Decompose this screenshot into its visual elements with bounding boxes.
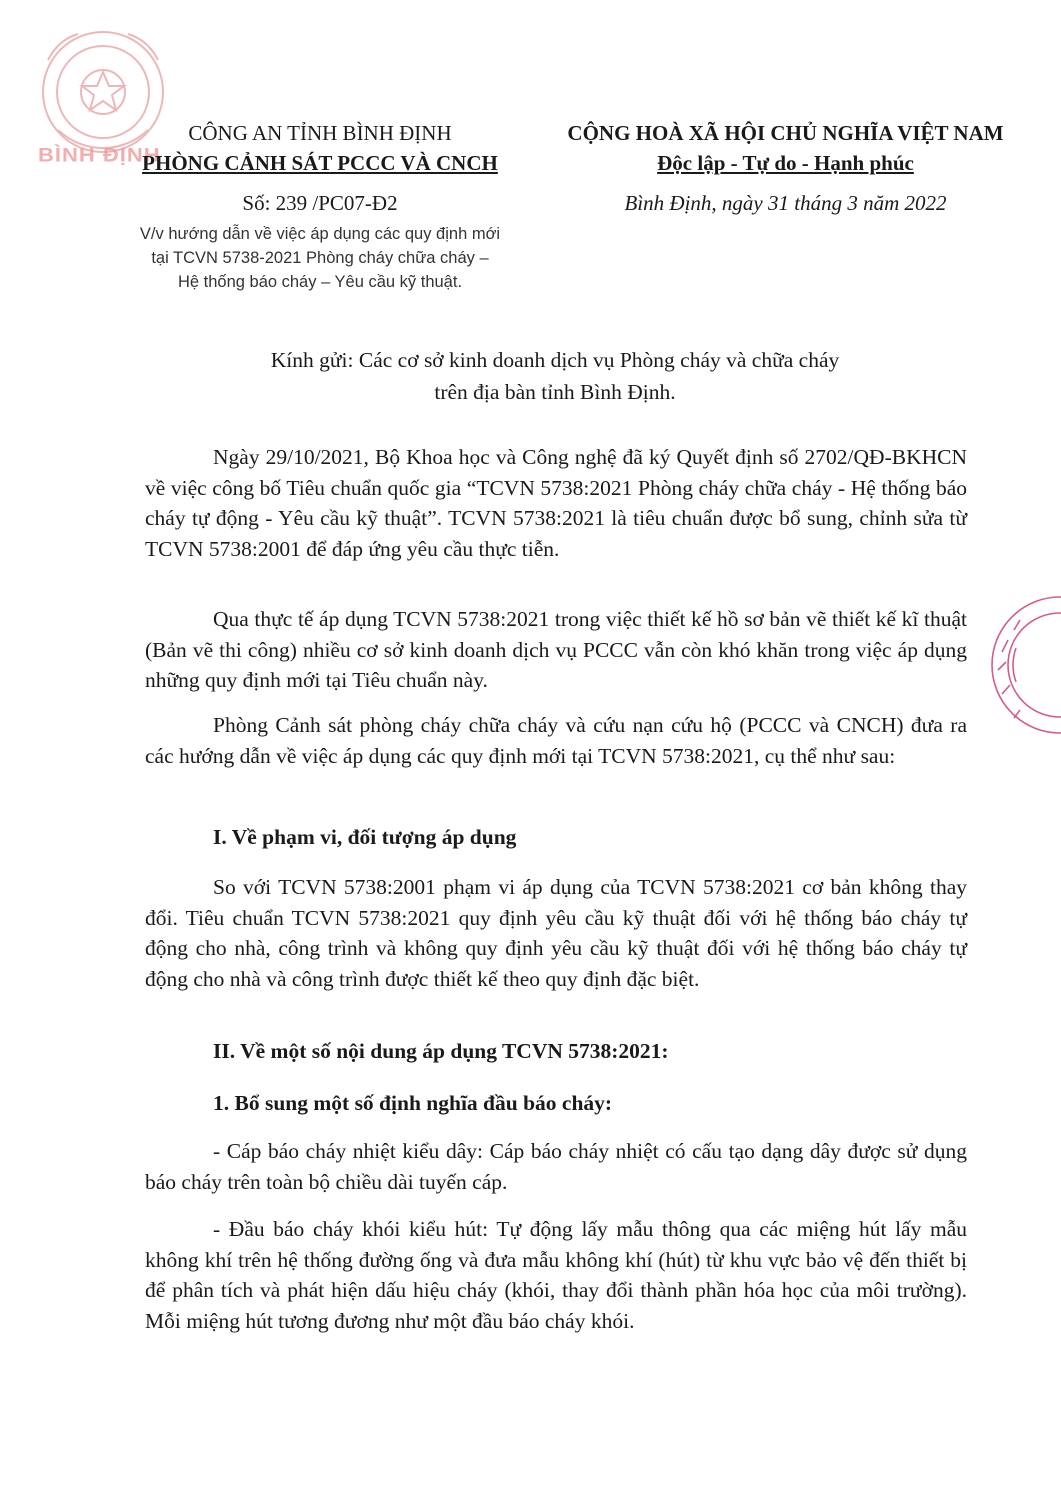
document-number: Số: 239 /PC07-Đ2 <box>242 191 398 215</box>
place-date: Bình Định, ngày 31 tháng 3 năm 2022 <box>624 191 947 215</box>
subject-line: Hệ thống báo cháy – Yêu cầu kỹ thuật. <box>177 273 463 291</box>
paragraph-2 <box>145 604 967 696</box>
paragraph-6 <box>145 1214 967 1336</box>
paragraph-text: - Đầu báo cháy khói kiểu hút: Tự động lấy mẫu thông qua các miệng hút lấy mẫu không khí trên hệ thống đường ống và đưa mẫu không khí (hút) từ khu vực bảo vệ đến thiết bị để phân tích và phát hiện dấu hiệu cháy (khói, thay đổi thành phần hóa học của môi trường). Mỗi miệng hút tương đương như một đầu báo cháy khói. <box>145 1217 967 1333</box>
header-left <box>100 118 540 218</box>
subject-block <box>120 222 520 294</box>
paragraph-4 <box>145 872 967 994</box>
section-heading-2: II. Về một số nội dung áp dụng TCVN 5738:2021: <box>213 1039 669 1063</box>
recipient-line: trên địa bàn tỉnh Bình Định. <box>434 380 676 404</box>
seal-text: BÌNH ĐỊNH <box>38 143 161 166</box>
recipient-line: Kính gửi: Các cơ sở kinh doanh dịch vụ Phòng cháy và chữa cháy <box>270 348 840 372</box>
department-name: PHÒNG CẢNH SÁT PCCC VÀ CNCH <box>142 151 498 175</box>
subject-line: V/v hướng dẫn về việc áp dụng các quy định mới <box>139 225 501 243</box>
national-motto: Độc lập - Tự do - Hạnh phúc <box>657 151 914 175</box>
paragraph-1 <box>145 442 967 564</box>
paragraph-3 <box>145 710 967 771</box>
section-heading-1: I. Về phạm vi, đối tượng áp dụng <box>213 825 517 849</box>
header-right <box>548 118 1023 218</box>
paragraph-text: So với TCVN 5738:2001 phạm vi áp dụng của TCVN 5738:2021 cơ bản không thay đổi. Tiêu chuẩn TCVN 5738:2021 quy định yêu cầu kỹ thuật đối với hệ thống báo cháy tự động cho nhà, công trình và không quy định yêu cầu kỹ thuật đối với hệ thống báo cháy tự động cho nhà và công trình được thiết kế theo quy định đặc biệt. <box>145 875 967 991</box>
partial-stamp-icon <box>980 590 1061 740</box>
subject-line: tại TCVN 5738-2021 Phòng cháy chữa cháy – <box>151 249 489 267</box>
paragraph-text: - Cáp báo cháy nhiệt kiểu dây: Cáp báo cháy nhiệt có cấu tạo dạng dây được sử dụng báo cháy trên toàn bộ chiều dài tuyến cáp. <box>145 1139 967 1194</box>
agency-name: CÔNG AN TỈNH BÌNH ĐỊNH <box>188 121 452 145</box>
recipient-block <box>140 344 970 408</box>
paragraph-text: Ngày 29/10/2021, Bộ Khoa học và Công nghệ đã ký Quyết định số 2702/QĐ-BKHCN về việc công bố Tiêu chuẩn quốc gia “TCVN 5738:2021 Phòng cháy chữa cháy - Hệ thống báo cháy tự động - Yêu cầu kỹ thuật”. TCVN 5738:2021 là tiêu chuẩn được bổ sung, chỉnh sửa từ TCVN 5738:2001 để đáp ứng yêu cầu thực tiễn. <box>145 445 967 561</box>
paragraph-text: Qua thực tế áp dụng TCVN 5738:2021 trong việc thiết kế hồ sơ bản vẽ thiết kế kĩ thuật (Bản vẽ thi công) nhiều cơ sở kinh doanh dịch vụ PCCC vẫn còn khó khăn trong việc áp dụng những quy định mới tại Tiêu chuẩn này. <box>145 607 967 692</box>
paragraph-text: Phòng Cảnh sát phòng cháy chữa cháy và cứu nạn cứu hộ (PCCC và CNCH) đưa ra các hướng dẫn về việc áp dụng các quy định mới tại TCVN 5738:2021, cụ thể như sau: <box>145 713 967 768</box>
nation-title: CỘNG HOÀ XÃ HỘI CHỦ NGHĨA VIỆT NAM <box>567 121 1004 145</box>
paragraph-5 <box>145 1136 967 1197</box>
subsection-heading-1: 1. Bổ sung một số định nghĩa đầu báo cháy: <box>213 1091 613 1115</box>
